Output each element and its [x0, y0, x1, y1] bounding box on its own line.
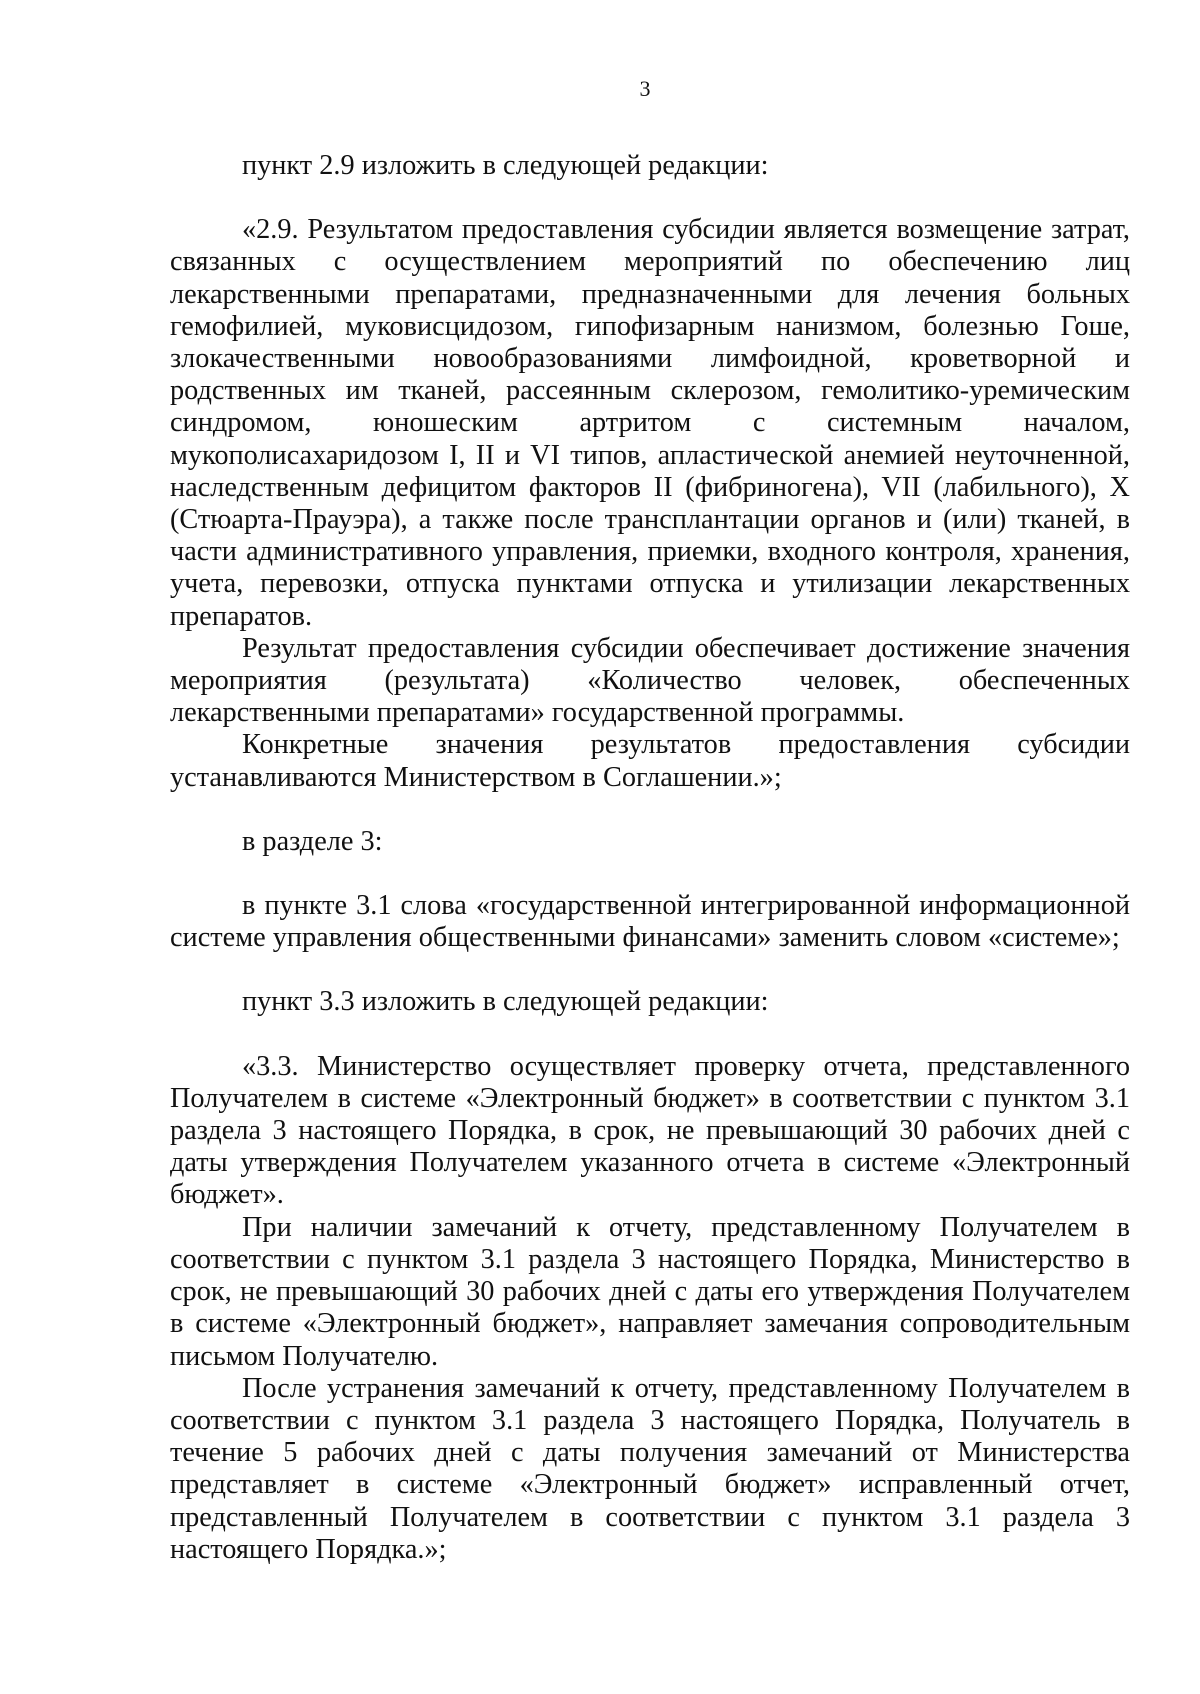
paragraph-amend-3-1: в пункте 3.1 слова «государственной интегрированной информационной системе управления общественными финансами» заменить словом «системе»; — [170, 890, 1130, 954]
paragraph-3-3-remarks: При наличии замечаний к отчету, представленному Получателем в соответствии с пунктом 3.1 раздела 3 настоящего Порядка, Министерство в срок, не превышающий 30 рабочих дней с даты его утверждения Получателем в системе «Электронный бюджет», направляет замечания сопроводительным письмом Получателю. — [170, 1211, 1130, 1372]
paragraph-2-9-result: Результат предоставления субсидии обеспечивает достижение значения мероприятия (результата) «Количество человек, обеспеченных лекарственными препаратами» государственной программы. — [170, 632, 1130, 729]
paragraph-3-3-text: «3.3. Министерство осуществляет проверку отчета, представленного Получателем в системе «Электронный бюджет» в соответствии с пунктом 3.1 раздела 3 настоящего Порядка, в срок, не превышающий 30 рабочих дней с даты утверждения Получателем указанного отчета в системе «Электронный бюджет». — [170, 1050, 1130, 1211]
paragraph-amend-2-9-intro: пункт 2.9 изложить в следующей редакции: — [242, 150, 769, 181]
paragraph-2-9-text: «2.9. Результатом предоставления субсидии является возмещение затрат, связанных с осуществлением мероприятий по обеспечению лиц лекарственными препаратами, предназначенными для лечения больных гемофилией, муковисцидозом, гипофизарным нанизмом, болезнью Гоше, злокачественными новообразованиями лимфоидной, кроветворной и родственных им тканей, рассеянным склерозом, гемолитико-уремическим синдромом, юношеским артритом с системным началом, мукополисахаридозом I, II и VI типов, апластической анемией неуточненной, наследственным дефицитом факторов II (фибриногена), VII (лабильного), X (Стюарта-Прауэра), а также после трансплантации органов и (или) тканей, в части административного управления, приемки, входного контроля, хранения, учета, перевозки, отпуска пунктами отпуска и утилизации лекарственных препаратов. — [170, 214, 1130, 632]
paragraph-section-3: в разделе 3: — [242, 825, 383, 857]
paragraph-3-3-corrections: После устранения замечаний к отчету, представленному Получателем в соответствии с пунктом 3.1 раздела 3 настоящего Порядка, Получатель в течение 5 рабочих дней с даты получения замечаний от Министерства представляет в системе «Электронный бюджет» исправленный отчет, представленный Получателем в соответствии с пунктом 3.1 раздела 3 настоящего Порядка.»; — [170, 1372, 1130, 1565]
document-body — [170, 150, 1130, 1566]
paragraph-amend-3-3-intro: пункт 3.3 изложить в следующей редакции: — [242, 986, 769, 1018]
paragraph-2-9-values: Конкретные значения результатов предоставления субсидии устанавливаются Министерством в Соглашении.»; — [170, 729, 1130, 793]
page-number: 3 — [639, 76, 651, 101]
